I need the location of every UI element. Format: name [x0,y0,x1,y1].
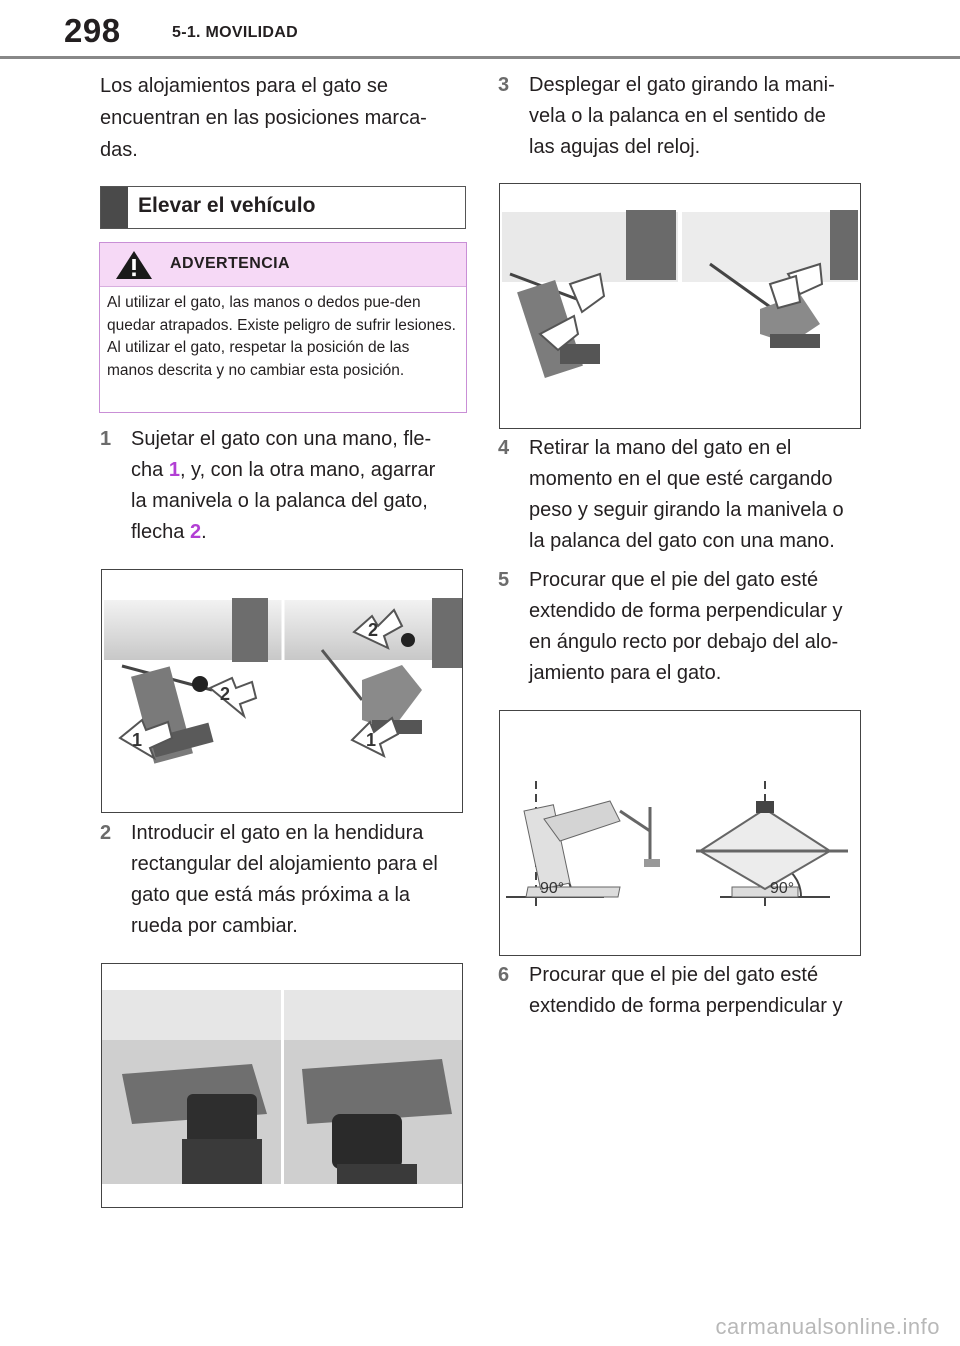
intro-text: Los alojamientos para el gato se encuentran en las posiciones marca-das. [100,75,427,161]
warning-triangle-icon [114,249,154,281]
step-fragment: . [201,521,207,543]
step-line: jamiento para el gato. [529,662,722,684]
angle-label: 90° [770,880,795,897]
angle-label: 90° [540,880,565,897]
page-number: 298 [64,12,121,49]
step-text [529,70,835,163]
step-line: momento en el que esté cargando [529,468,833,490]
step-line: extendido de forma perpendicular y [529,600,843,622]
step-3 [498,70,862,164]
figure-jack-cranking [499,183,861,429]
step-number: 2 [100,822,112,844]
step-line: Introducir el gato en la hendidura [131,822,424,844]
step-line: rectangular del alojamiento para el [131,853,438,875]
step-text [529,433,844,557]
step-line: vela o la palanca en el sentido de [529,105,826,127]
step-number: 6 [498,964,510,986]
warning-label: ADVERTENCIA [170,255,290,272]
step-fragment: cha [131,459,169,481]
step-2 [100,818,466,942]
step-number: 1 [100,428,112,450]
step-text [131,424,435,548]
step-fragment: , y, con la otra mano, agarrar [179,459,436,481]
step-line: extendido de forma perpendicular y [529,995,843,1017]
step-line [131,455,435,486]
step-number: 4 [498,437,510,459]
step-line: Procurar que el pie del gato esté [529,569,819,591]
warning-body: Al utilizar el gato, las manos o dedos pue-den quedar atrapados. Existe peligro de sufrir lesiones. Al utilizar el gato, respetar la posición de las manos descrita y no cambiar esta posición. [107,294,456,379]
arrow-1-label: 1 [366,730,377,750]
step-line: Procurar que el pie del gato esté [529,964,819,986]
step-5 [498,565,862,689]
warning-box [99,242,467,413]
section-heading-text: Elevar el vehículo [138,194,316,217]
step-line: en ángulo recto por debajo del alo- [529,631,839,653]
step-line: peso y seguir girando la manivela o [529,499,844,521]
watermark: carmanualsonline.info [715,1314,940,1339]
figure-jack-positioning [101,569,463,813]
step-line: la palanca del gato con una mano. [529,530,835,552]
page-header [0,0,960,62]
arrow-1-ref: 1 [168,459,180,481]
arrow-2-ref: 2 [189,521,202,543]
step-line: Retirar la mano del gato en el [529,437,792,459]
step-fragment: flecha [131,521,190,543]
step-1 [100,424,466,548]
header-rule [0,56,960,59]
step-line: las agujas del reloj. [529,136,701,158]
arrow-2-label: 2 [220,684,231,704]
step-line: Sujetar el gato con una mano, fle- [131,428,432,450]
figure-jack-point-closeup [101,963,463,1208]
step-line: Desplegar el gato girando la mani- [529,74,835,96]
step-line [131,517,435,548]
section-heading-bar [101,187,128,228]
arrow-1-label: 1 [132,730,143,750]
step-line: la manivela o la palanca del gato, [131,490,428,512]
warning-header [100,243,466,287]
step-line: rueda por cambiar. [131,915,298,937]
section-title: 5-1. MOVILIDAD [172,24,298,41]
step-4 [498,433,862,557]
step-number: 3 [498,74,510,96]
step-text [529,960,843,1022]
step-text [529,565,843,689]
section-heading [100,186,466,229]
arrow-2-label: 2 [368,620,379,640]
step-6 [498,960,862,1022]
step-number: 5 [498,569,510,591]
step-text [131,818,438,942]
figure-jack-angle [499,710,861,956]
step-line: gato que está más próxima a la [131,884,411,906]
